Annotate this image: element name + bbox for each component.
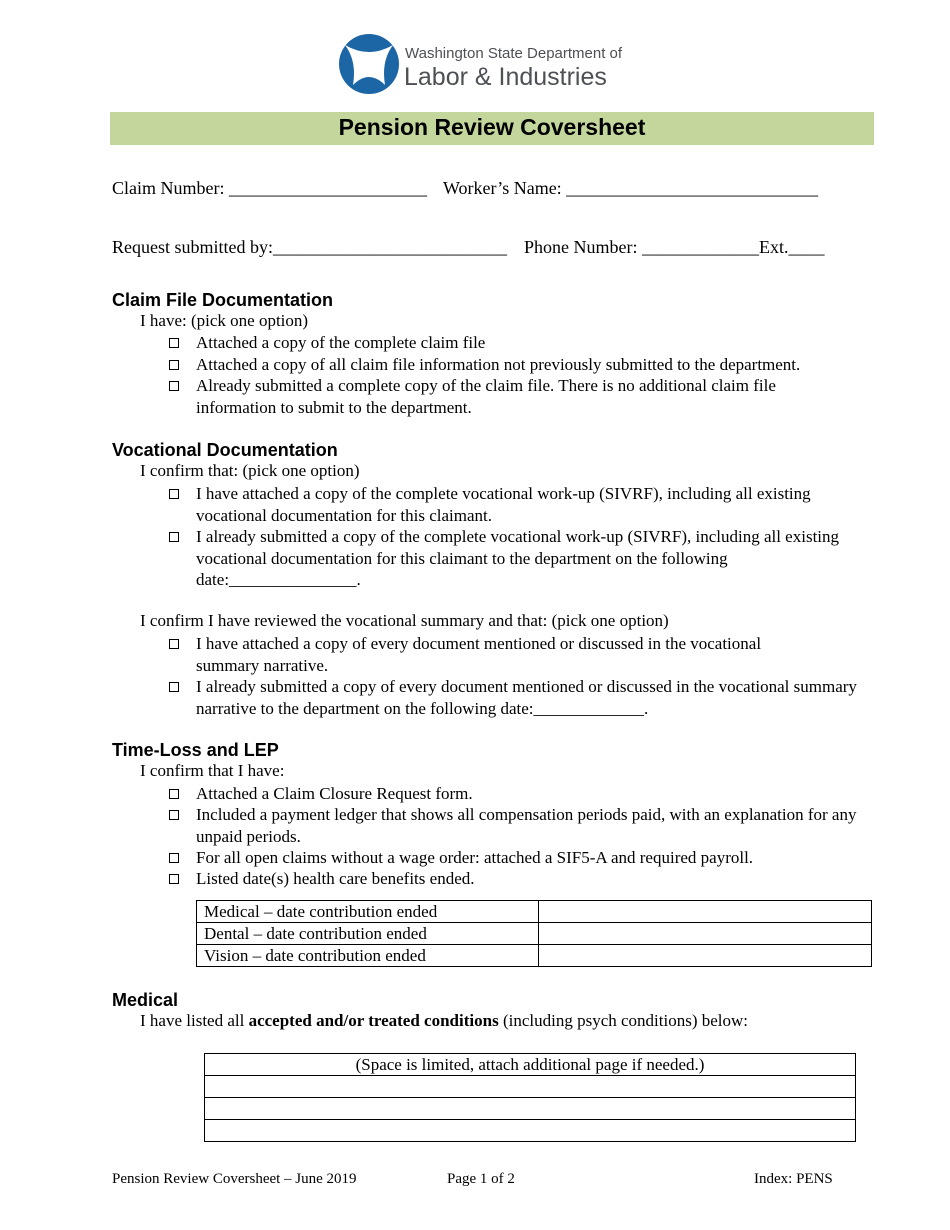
checkbox[interactable] bbox=[169, 338, 179, 348]
time-loss-item[interactable]: Attached a Claim Closure Request form. bbox=[169, 783, 879, 805]
claim-file-intro: I have: (pick one option) bbox=[140, 311, 309, 330]
checkbox[interactable] bbox=[169, 874, 179, 884]
checkbox[interactable] bbox=[169, 810, 179, 820]
table-row bbox=[205, 1076, 856, 1098]
title-bar bbox=[110, 112, 874, 145]
benefit-date-cell[interactable] bbox=[539, 923, 872, 945]
conditions-table-header: (Space is limited, attach additional page if needed.) bbox=[205, 1054, 856, 1076]
table-row bbox=[205, 1054, 856, 1076]
medical-heading: Medical bbox=[112, 990, 179, 1010]
time-loss-heading: Time-Loss and LEP bbox=[112, 740, 279, 760]
checkbox[interactable] bbox=[169, 360, 179, 370]
agency-logo-icon bbox=[335, 33, 403, 95]
vocational-summary-intro: I confirm I have reviewed the vocational summary and that: (pick one option) bbox=[140, 611, 669, 630]
request-submitted-by-field[interactable]: Request submitted by:__________________________ bbox=[112, 237, 507, 257]
condition-cell[interactable] bbox=[205, 1098, 856, 1120]
benefit-date-cell[interactable] bbox=[539, 901, 872, 923]
time-loss-item[interactable]: Included a payment ledger that shows all compensation periods paid, with an explanation for any unpaid periods. bbox=[169, 804, 869, 847]
vocational-summary-option[interactable]: I already submitted a copy of every document mentioned or discussed in the vocational summary narrative to the department on the following date:_____________. bbox=[169, 676, 859, 719]
table-row bbox=[197, 923, 872, 945]
time-loss-item[interactable]: Listed date(s) health care benefits ended. bbox=[169, 868, 879, 890]
footer-index: Index: PENS bbox=[754, 1171, 833, 1187]
vocational-heading: Vocational Documentation bbox=[112, 440, 338, 460]
claim-file-option[interactable]: Already submitted a complete copy of the claim file. There is no additional claim file information to submit to the department. bbox=[169, 375, 859, 418]
benefit-label: Dental – date contribution ended bbox=[197, 923, 539, 945]
checkbox[interactable] bbox=[169, 682, 179, 692]
table-row bbox=[205, 1120, 856, 1142]
claim-file-heading: Claim File Documentation bbox=[112, 290, 334, 310]
vocational-option[interactable]: I have attached a copy of the complete vocational work-up (SIVRF), including all existing vocational documentation for this claimant. bbox=[169, 483, 881, 526]
footer-title: Pension Review Coversheet – June 2019 bbox=[112, 1171, 357, 1187]
time-loss-item[interactable]: For all open claims without a wage order: attached a SIF5-A and required payroll. bbox=[169, 847, 879, 869]
org-name-line1: Washington State Department of bbox=[405, 45, 623, 62]
claim-file-option[interactable]: Attached a copy of all claim file information not previously submitted to the department. bbox=[169, 354, 879, 376]
benefit-label: Medical – date contribution ended bbox=[197, 901, 539, 923]
benefit-date-cell[interactable] bbox=[539, 945, 872, 967]
benefits-table bbox=[196, 900, 872, 967]
org-name-line2: Labor & Industries bbox=[404, 63, 607, 91]
checkbox[interactable] bbox=[169, 489, 179, 499]
condition-cell[interactable] bbox=[205, 1120, 856, 1142]
table-row bbox=[197, 901, 872, 923]
table-row bbox=[205, 1098, 856, 1120]
vocational-intro: I confirm that: (pick one option) bbox=[140, 461, 360, 480]
vocational-option[interactable]: I already submitted a copy of the complete vocational work-up (SIVRF), including all existing vocational documentation for this claimant to the department on the following date:_______________. bbox=[169, 526, 844, 591]
checkbox[interactable] bbox=[169, 853, 179, 863]
medical-intro: I have listed all accepted and/or treated conditions (including psych conditions) below: bbox=[140, 1011, 749, 1030]
vocational-summary-option[interactable]: I have attached a copy of every document mentioned or discussed in the vocational summary narrative. bbox=[169, 633, 824, 676]
page-title: Pension Review Coversheet bbox=[338, 114, 646, 140]
checkbox[interactable] bbox=[169, 789, 179, 799]
checkbox[interactable] bbox=[169, 639, 179, 649]
conditions-table bbox=[204, 1053, 856, 1142]
claim-file-option[interactable]: Attached a copy of the complete claim file bbox=[169, 332, 879, 354]
checkbox[interactable] bbox=[169, 381, 179, 391]
phone-number-field[interactable]: Phone Number: _____________Ext.____ bbox=[524, 237, 825, 257]
table-row bbox=[197, 945, 872, 967]
workers-name-field[interactable]: Worker’s Name: ____________________________ bbox=[443, 178, 819, 198]
claim-number-field[interactable]: Claim Number: ______________________ bbox=[112, 178, 427, 198]
condition-cell[interactable] bbox=[205, 1076, 856, 1098]
time-loss-intro: I confirm that I have: bbox=[140, 761, 285, 780]
footer-page-number: Page 1 of 2 bbox=[447, 1171, 515, 1187]
checkbox[interactable] bbox=[169, 532, 179, 542]
benefit-label: Vision – date contribution ended bbox=[197, 945, 539, 967]
